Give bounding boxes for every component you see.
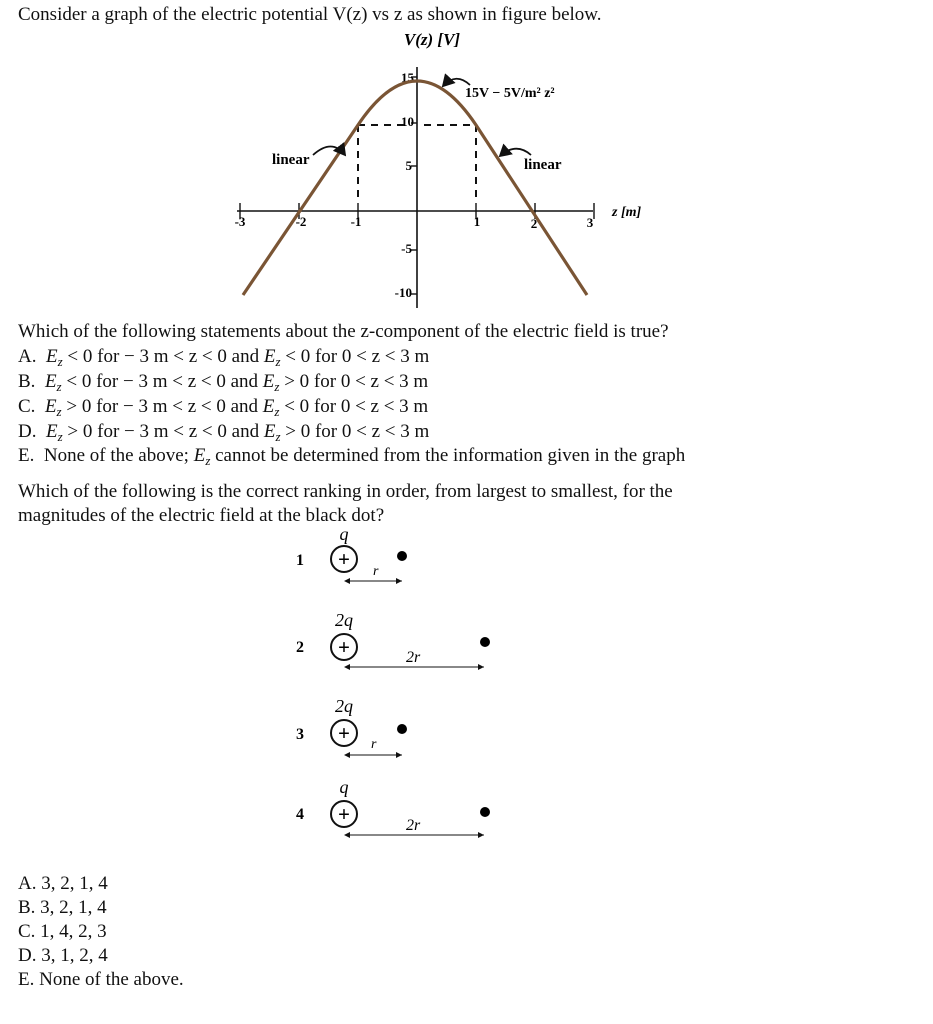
ez-symbol: E — [262, 396, 275, 417]
distance-label: 2r — [406, 817, 421, 834]
charge-configurations — [0, 520, 933, 850]
y-tick-marks — [411, 77, 417, 294]
option-text: < 0 for 0 < z < 3 m — [280, 346, 430, 367]
ez-subscript: z — [57, 354, 63, 369]
ez-symbol: E — [263, 421, 276, 442]
ez-subscript: z — [56, 379, 62, 394]
ez-symbol: E — [45, 421, 58, 442]
black-dot — [480, 637, 490, 647]
option-text: < 0 for 0 < z < 3 m — [279, 396, 429, 417]
q2-answer-c[interactable]: C. 1, 4, 2, 3 — [18, 921, 107, 942]
ez-subscript: z — [275, 429, 281, 444]
config-number: 3 — [296, 726, 304, 743]
ez-subscript: z — [275, 354, 281, 369]
q2-question-line2: magnitudes of the electric field at the black dot? — [18, 505, 385, 526]
ez-symbol: E — [263, 346, 276, 367]
right-annotation-arrow — [500, 149, 531, 156]
config-2 — [296, 610, 490, 667]
left-linear-label: linear — [272, 152, 310, 168]
plus-sign: + — [338, 721, 350, 745]
x-tick-label: -2 — [295, 214, 307, 229]
y-axis-title: V(z) [V] — [403, 30, 461, 49]
option-text: cannot be determined from the information given in the graph — [210, 445, 686, 466]
potential-graph — [0, 25, 933, 335]
option-letter: A. — [18, 346, 37, 367]
y-tick-label: -5 — [401, 241, 412, 256]
distance-label: r — [371, 737, 377, 752]
ez-subscript: z — [274, 379, 280, 394]
black-dot — [397, 724, 407, 734]
x-tick-label: 3 — [586, 215, 594, 230]
q2-answer-d[interactable]: D. 3, 1, 2, 4 — [18, 945, 108, 966]
ez-subscript: z — [274, 404, 280, 419]
q2-answer-b[interactable]: B. 3, 2, 1, 4 — [18, 897, 107, 918]
option-text: > 0 for − 3 m < z < 0 and — [61, 396, 263, 417]
plus-sign: + — [338, 635, 350, 659]
y-tick-label: -10 — [394, 285, 412, 300]
q2-answer-a[interactable]: A. 3, 2, 1, 4 — [18, 873, 108, 894]
option-letter: D. — [18, 421, 37, 442]
ez-subscript: z — [56, 404, 62, 419]
option-letter: B. — [18, 371, 36, 392]
x-tick-label: 1 — [473, 214, 481, 229]
y-tick-label: 5 — [405, 158, 412, 173]
option-text: > 0 for 0 < z < 3 m — [279, 371, 429, 392]
q2-question-line1: Which of the following is the correct ranking in order, from largest to smallest, for the — [18, 481, 673, 502]
ez-subscript: z — [57, 429, 63, 444]
config-1 — [296, 524, 407, 581]
q1-option-e[interactable] — [18, 444, 685, 473]
x-tick-label: 2 — [530, 216, 538, 231]
option-text: > 0 for 0 < z < 3 m — [280, 421, 430, 442]
option-text: < 0 for − 3 m < z < 0 and — [62, 346, 264, 367]
distance-label: 2r — [406, 649, 421, 666]
black-dot — [480, 807, 490, 817]
q1-question: Which of the following statements about the z-component of the electric field is true? — [18, 321, 669, 342]
plus-sign: + — [338, 802, 350, 826]
option-letter: C. — [18, 396, 36, 417]
y-tick-label: 15 — [401, 70, 414, 85]
x-tick-label: -1 — [350, 214, 362, 229]
plus-sign: + — [338, 547, 350, 571]
ez-symbol: E — [193, 445, 206, 466]
option-text: < 0 for − 3 m < z < 0 and — [61, 371, 263, 392]
potential-curve — [243, 81, 587, 295]
charge-label: 2q — [335, 610, 353, 630]
parabola-annotation-arrow — [443, 79, 470, 86]
y-tick-label: 10 — [401, 114, 414, 129]
config-number: 4 — [296, 806, 304, 823]
option-text: > 0 for − 3 m < z < 0 and — [62, 421, 264, 442]
ez-subscript: z — [205, 453, 211, 468]
option-letter: E. — [18, 445, 35, 466]
black-dot — [397, 551, 407, 561]
config-number: 1 — [296, 552, 304, 569]
charge-label: q — [339, 524, 349, 544]
option-text: None of the above; — [43, 445, 194, 466]
config-3 — [296, 696, 407, 755]
ez-symbol: E — [44, 371, 57, 392]
ez-symbol: E — [44, 396, 57, 417]
q2-answer-e[interactable]: E. None of the above. — [18, 969, 184, 990]
config-number: 2 — [296, 639, 304, 656]
ez-symbol: E — [262, 371, 275, 392]
right-linear-label: linear — [524, 157, 562, 173]
charge-label: q — [339, 777, 349, 797]
config-4 — [296, 777, 490, 835]
intro-text: Consider a graph of the electric potential V(z) vs z as shown in figure below. — [18, 4, 602, 25]
parabola-formula: 15V − 5V/m² z² — [465, 86, 555, 101]
x-tick-label: -3 — [234, 214, 246, 229]
ez-symbol: E — [45, 346, 58, 367]
charge-label: 2q — [335, 696, 353, 716]
distance-label: r — [373, 564, 379, 579]
x-axis-title: z [m] — [612, 205, 642, 220]
